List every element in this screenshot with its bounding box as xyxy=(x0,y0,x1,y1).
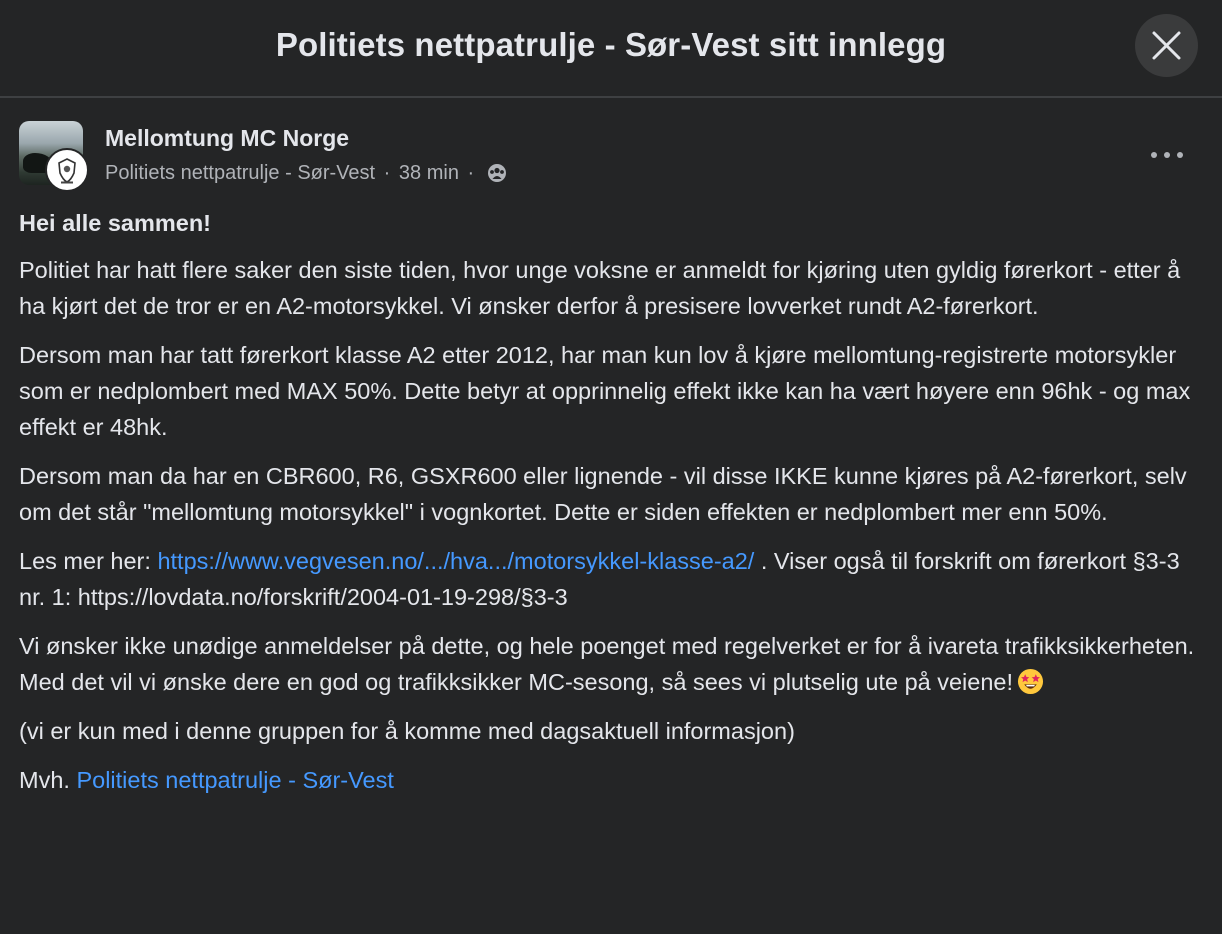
post-paragraph xyxy=(19,543,1199,615)
post-signoff xyxy=(19,762,1199,798)
more-options-icon xyxy=(1177,152,1183,158)
more-options-button[interactable] xyxy=(1147,135,1187,175)
post-paragraph: (vi er kun med i denne gruppen for å komme med dagsaktuell informasjon) xyxy=(19,718,795,744)
post-paragraph xyxy=(19,628,1199,700)
post-greeting: Hei alle sammen! xyxy=(19,210,212,236)
avatar[interactable] xyxy=(19,121,89,191)
vegvesen-link[interactable]: https://www.vegvesen.no/.../hva.../motorsykkel-klasse-a2/ xyxy=(157,548,755,574)
signoff-page-link[interactable]: Politiets nettpatrulje - Sør-Vest xyxy=(76,767,394,793)
post-body xyxy=(19,205,1199,811)
close-button[interactable] xyxy=(1135,14,1198,77)
group-audience-icon xyxy=(487,163,507,183)
meta-separator: · xyxy=(383,162,391,184)
star-struck-emoji xyxy=(1017,668,1044,695)
post-paragraph: Politiet har hatt flere saker den siste tiden, hvor unge voksne er anmeldt for kjøring uten gyldig førerkort - etter å ha kjørt det de tror er en A2-motorsykkel. Vi ønsker derfor å presisere lovverket rundt A2-førerkort. xyxy=(19,257,1181,319)
post-paragraph: Dersom man har tatt førerkort klasse A2 etter 2012, har man kun lov å kjøre mellomtung-registrerte motorsykler som er nedplombert med MAX 50%. Dette betyr at opprinnelig effekt ikke kan ha vært høyere enn 96hk - og max effekt er 48hk. xyxy=(19,342,1191,440)
closing-text: Vi ønsker ikke unødige anmeldelser på dette, og hele poenget med regelverket er for å ivareta trafikksikkerheten. Med det vil vi ønske dere en god og trafikksikker MC-sesong, så sees vi plutselig ute på veiene! xyxy=(19,633,1195,695)
read-more-label: Les mer her: xyxy=(19,548,158,574)
more-options-icon xyxy=(1164,152,1170,158)
police-profile-avatar[interactable] xyxy=(45,148,89,192)
meta-separator: · xyxy=(467,162,475,184)
more-options-icon xyxy=(1151,152,1157,158)
dialog-header xyxy=(0,0,1222,98)
post-meta xyxy=(105,162,507,185)
post-paragraph: Dersom man da har en CBR600, R6, GSXR600 eller lignende - vil disse IKKE kunne kjøres på A2-førerkort, selv om det står "mellomtung motorsykkel" i vognkortet. Dette er siden effekten er nedplombert mer enn 50%. xyxy=(19,463,1187,525)
police-emblem-icon xyxy=(56,157,78,185)
dialog-title: Politiets nettpatrulje - Sør-Vest sitt innlegg xyxy=(275,26,947,63)
signoff-prefix: Mvh. xyxy=(19,767,77,793)
close-icon xyxy=(1151,30,1182,61)
post-time[interactable]: 38 min xyxy=(398,162,459,184)
page-name[interactable]: Politiets nettpatrulje - Sør-Vest xyxy=(105,162,376,184)
post-header xyxy=(19,121,1204,191)
forskrift-text: . Viser også til forskrift om førerkort §3-3 nr. 1: https://lovdata.no/forskrift/2004-01-19-298/§3-3 xyxy=(19,548,1180,610)
author-name[interactable]: Mellomtung MC Norge xyxy=(105,125,350,151)
